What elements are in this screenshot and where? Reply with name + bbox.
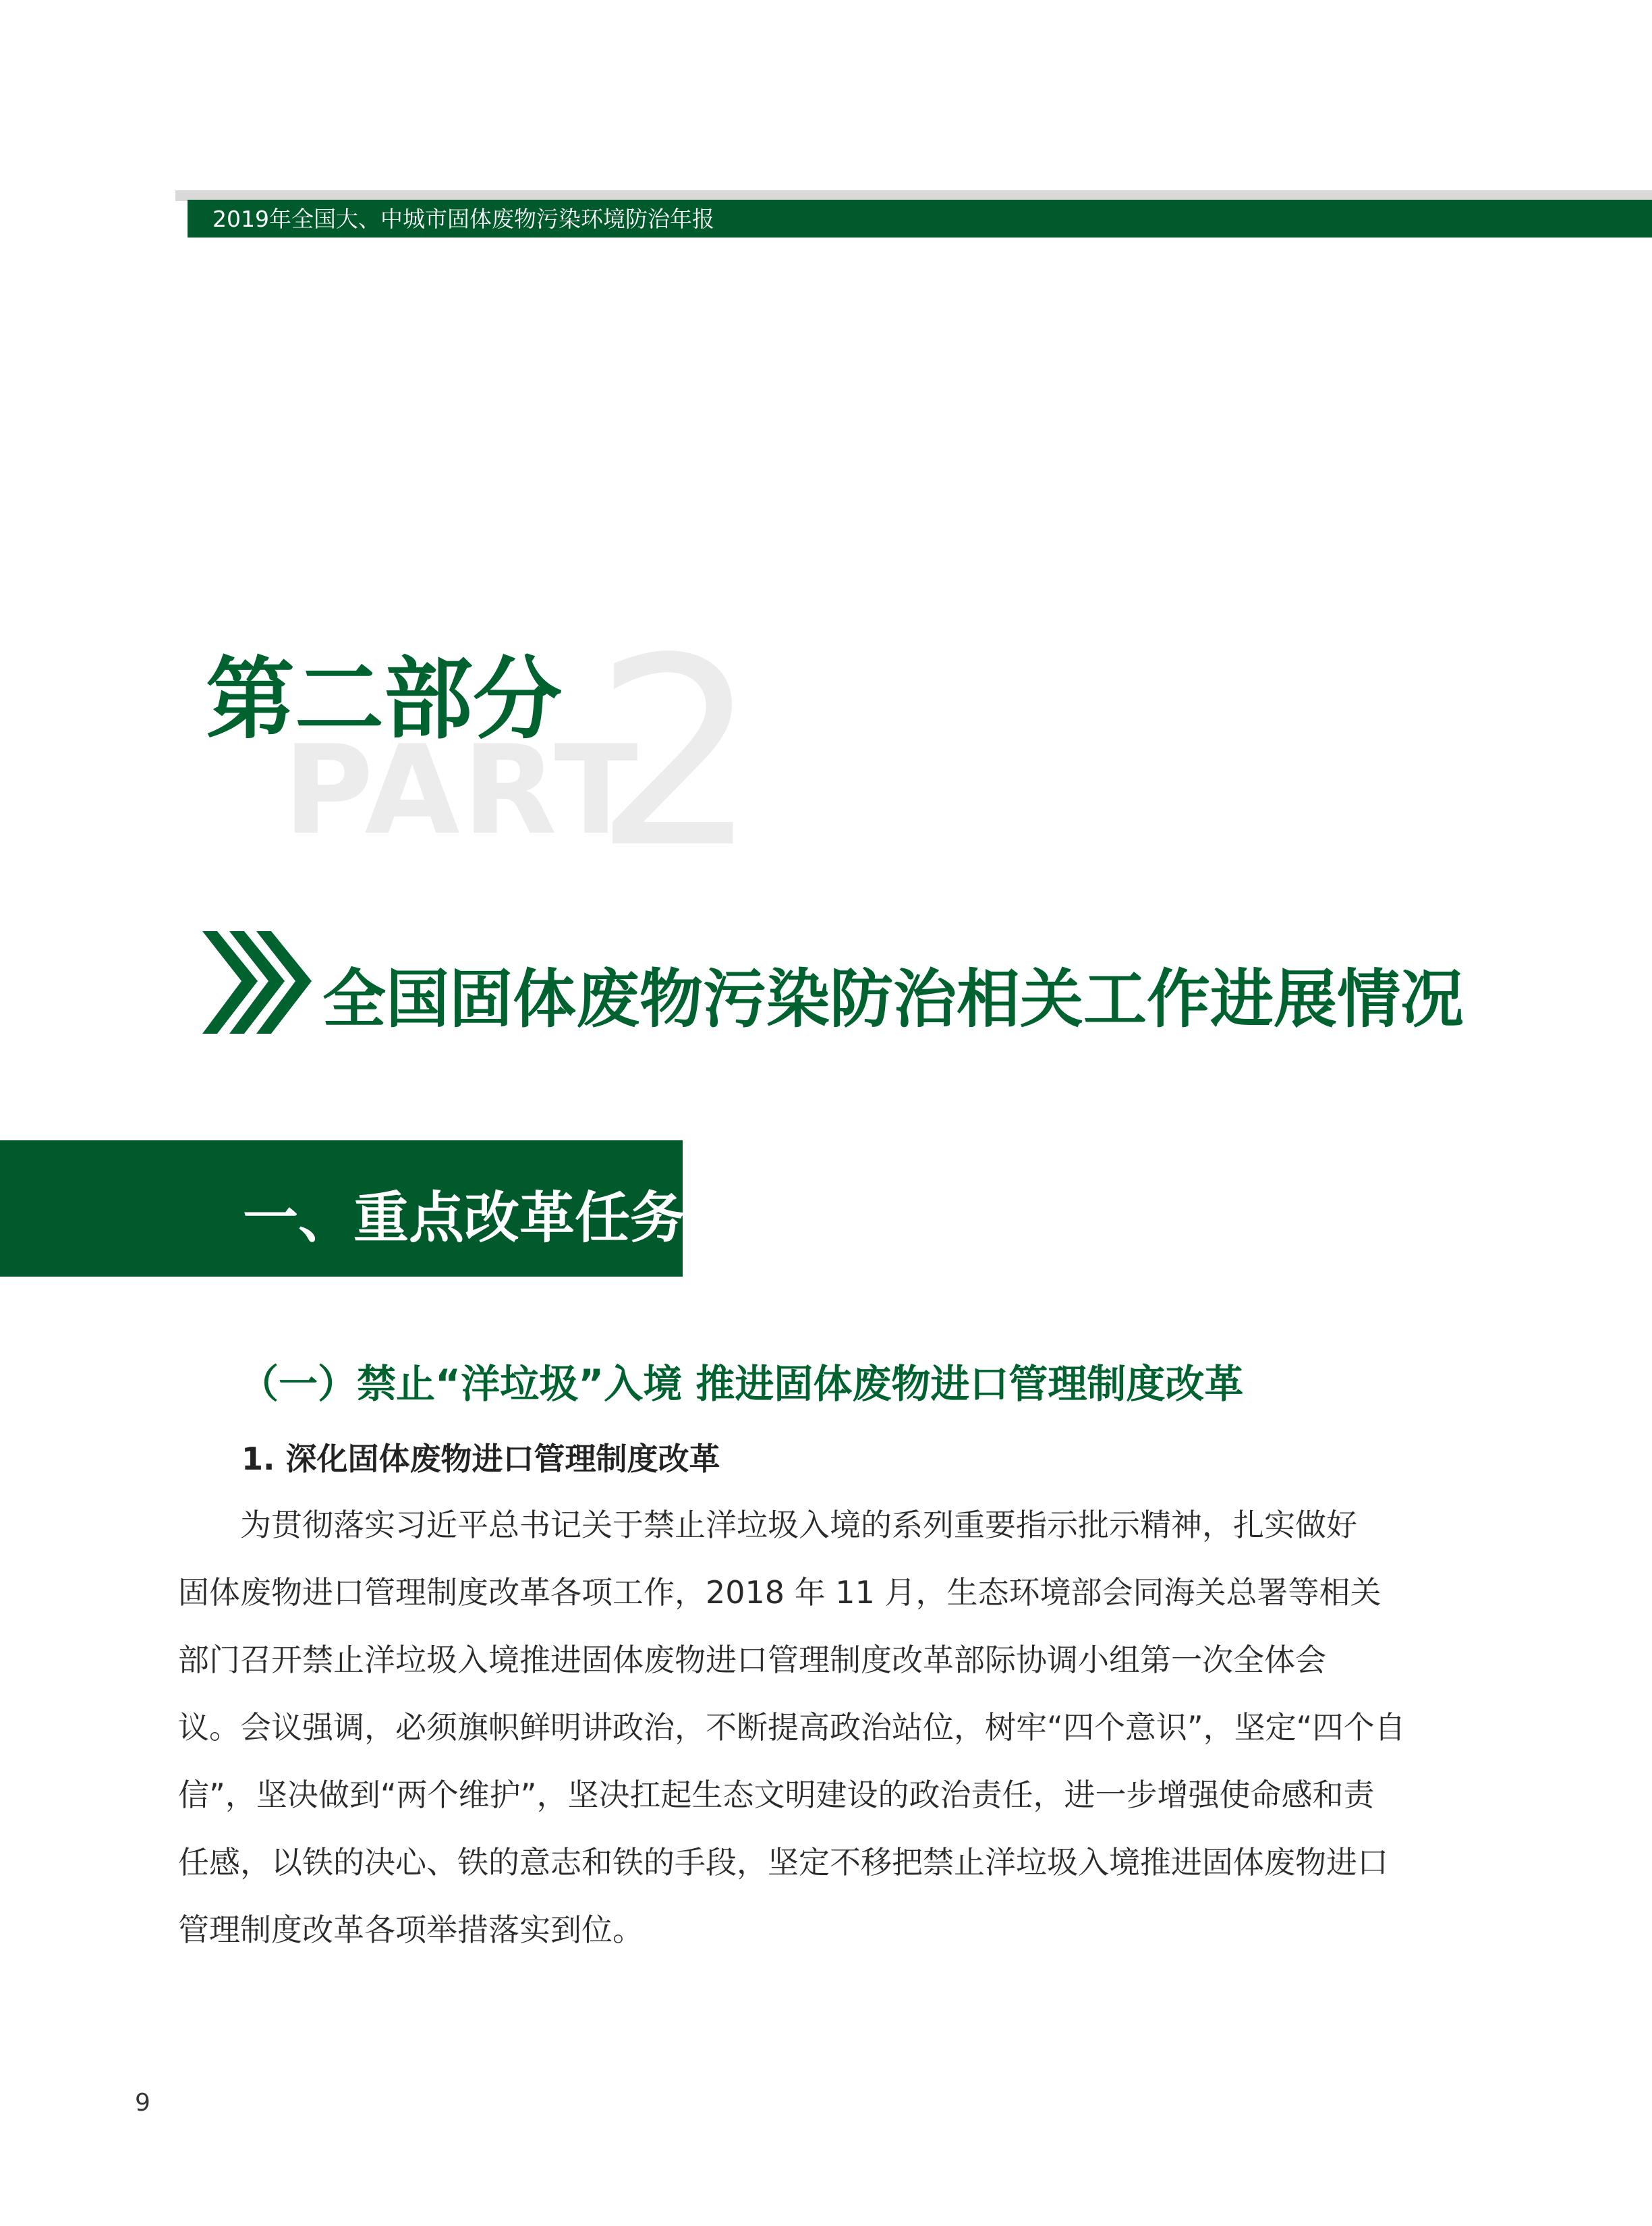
body-line: 任感，以铁的决心、铁的意志和铁的手段，坚定不移把禁止洋垃圾入境推进固体废物进口 xyxy=(178,1844,1388,1881)
section-title: 一、重点改革任务 xyxy=(243,1186,686,1250)
body-paragraph xyxy=(178,1491,1452,1964)
subsection-title: （一）禁止“洋垃圾”入境 推进固体废物进口管理制度改革 xyxy=(239,1361,1244,1407)
subsubsection-title: 1. 深化固体废物进口管理制度改革 xyxy=(241,1441,720,1477)
header-title: 2019年全国大、中城市固体废物污染环境防治年报 xyxy=(212,206,714,232)
chapter-headline: 全国固体废物污染防治相关工作进展情况 xyxy=(322,963,1464,1036)
part-label-en: PART xyxy=(283,719,641,862)
body-line: 信”，坚决做到“两个维护”，坚决扛起生态文明建设的政治责任，进一步增强使命感和责 xyxy=(178,1777,1375,1813)
body-line: 管理制度改革各项举措落实到位。 xyxy=(178,1912,644,1948)
page-number: 9 xyxy=(135,2089,150,2117)
body-line: 固体废物进口管理制度改革各项工作，2018 年 11 月，生态环境部会同海关总署等相关 xyxy=(178,1574,1382,1611)
part-number: 2 xyxy=(594,603,759,905)
chevron-triple-icon xyxy=(202,931,317,1039)
body-line: 部门召开禁止洋垃圾入境推进固体废物进口管理制度改革部际协调小组第一次全体会 xyxy=(178,1642,1326,1678)
body-line: 为贯彻落实习近平总书记关于禁止洋垃圾入境的系列重要指示批示精神，扎实做好 xyxy=(240,1507,1357,1543)
part-title: 第二部分 xyxy=(206,648,562,752)
body-line: 议。会议强调，必须旗帜鲜明讲政治，不断提高政治站位，树牢“四个意识”，坚定“四个自 xyxy=(178,1709,1406,1746)
